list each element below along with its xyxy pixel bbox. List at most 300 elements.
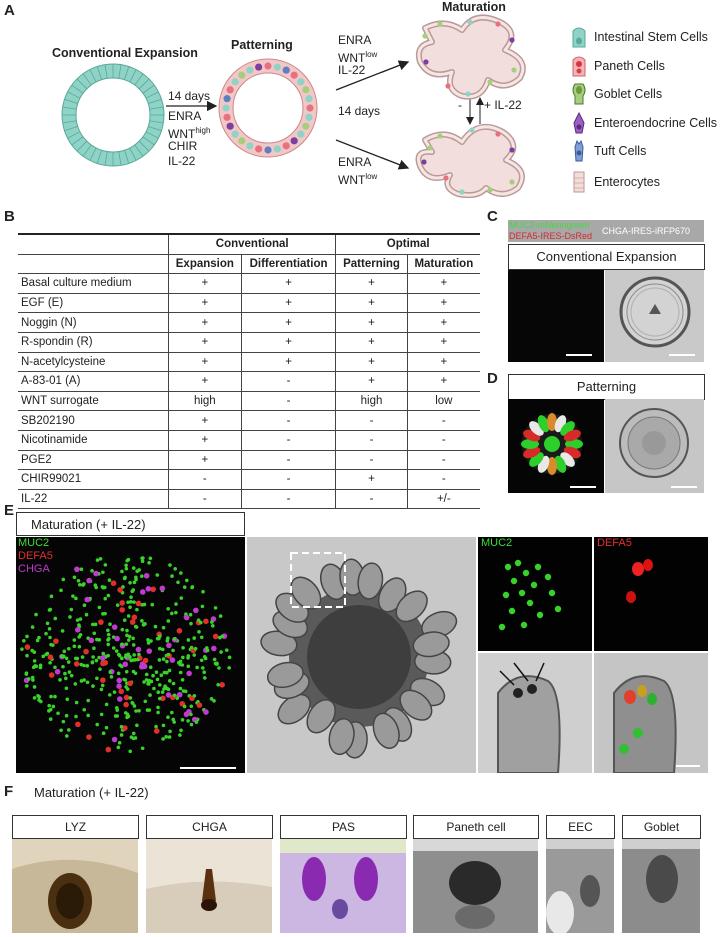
fluorescent-cell — [65, 714, 69, 718]
fluorescent-cell — [555, 606, 561, 612]
epithelial-cell — [222, 104, 229, 111]
patterning-organoid-fluorescence — [508, 399, 604, 493]
fluorescent-cell — [160, 586, 166, 592]
fluorescent-cell — [65, 686, 69, 690]
epithelial-cell — [423, 59, 428, 64]
maturation-title: Maturation — [442, 0, 506, 14]
fluorescent-cell — [25, 644, 31, 650]
epithelial-cell — [264, 62, 271, 69]
fluorescent-cell — [46, 622, 50, 626]
fluorescent-cell — [47, 709, 51, 713]
fluorescent-cell — [130, 590, 134, 594]
row-label: CHIR99021 — [18, 470, 169, 490]
panel-e-zoom-brightfield — [478, 653, 592, 773]
fluorescent-cell — [186, 664, 190, 668]
epithelial-cell — [232, 78, 239, 85]
fluorescent-cell — [120, 642, 124, 646]
stain-label-pas: PAS — [280, 815, 407, 839]
fluorescent-cell — [149, 556, 153, 560]
fluorescent-cell — [100, 713, 104, 717]
fluorescent-cell — [128, 655, 132, 659]
panel-e-title: Maturation (+ IL-22) — [16, 512, 245, 536]
fluorescent-cell — [103, 612, 107, 616]
fluorescent-cell — [34, 664, 38, 668]
epithelial-cell — [445, 83, 450, 88]
fluorescent-cell — [549, 590, 555, 596]
fluorescent-cell — [503, 592, 509, 598]
upper-factor-enra: ENRA — [338, 33, 372, 47]
fluorescent-cell — [203, 618, 209, 624]
fluorescent-cell — [59, 589, 63, 593]
fluorescent-cell — [126, 712, 130, 716]
fluorescent-cell — [201, 666, 205, 670]
epithelial-cell — [509, 37, 514, 42]
table-row — [18, 372, 480, 392]
group-optimal: Optimal — [336, 234, 480, 254]
fluorescent-cell — [132, 643, 136, 647]
fluorescent-cell — [142, 664, 148, 670]
epithelial-cell — [283, 142, 290, 149]
fluorescent-cell — [131, 637, 135, 641]
row-label: SB202190 — [18, 411, 169, 431]
fluorescent-cell — [82, 582, 86, 586]
fluorescent-cell — [113, 690, 117, 694]
epithelial-cell — [223, 95, 230, 102]
fluorescent-cell — [53, 638, 59, 644]
fluorescent-cell — [154, 728, 160, 734]
fluorescent-cell — [117, 671, 121, 675]
fluorescent-cell — [27, 677, 31, 681]
fluorescent-cell — [192, 636, 196, 640]
fluorescent-cell — [63, 672, 67, 676]
fluorescent-cell — [117, 696, 123, 702]
arrow1-days: 14 days — [168, 89, 211, 103]
table-corner — [18, 234, 169, 254]
maturation-organoid-brightfield — [247, 537, 476, 773]
fluorescent-cell — [121, 628, 125, 632]
fluorescent-cell — [177, 628, 183, 634]
fluorescent-cell — [74, 566, 80, 572]
fluorescent-cell — [115, 714, 119, 718]
panel-c-brightfield-image — [605, 270, 704, 362]
fluorescent-cell — [31, 676, 35, 680]
fluorescent-cell — [158, 647, 162, 651]
fluorescent-cell — [146, 708, 150, 712]
fluorescent-cell — [48, 608, 52, 612]
channel-defa5: DEFA5 — [18, 550, 53, 562]
fluorescent-cell — [146, 638, 150, 642]
protocol-table — [18, 233, 480, 509]
table-cell: + — [407, 293, 480, 313]
fluorescent-cell — [157, 637, 161, 641]
fluorescent-cell — [94, 623, 98, 627]
fluorescent-cell — [85, 664, 89, 668]
fluorescent-cell — [80, 679, 84, 683]
fluorescent-cell — [156, 690, 160, 694]
row-label: Nicotinamide — [18, 430, 169, 450]
fluorescent-cell — [132, 653, 136, 657]
fluorescent-cell — [122, 661, 128, 667]
fluorescent-cell — [114, 636, 120, 642]
fluorescent-cell — [106, 643, 110, 647]
fluorescent-cell — [101, 652, 105, 656]
fluorescent-cell — [33, 659, 37, 663]
chga-stain-image — [146, 839, 272, 933]
table-cell: + — [407, 274, 480, 294]
fluorescent-cell — [34, 613, 38, 617]
fluorescent-cell — [511, 578, 517, 584]
fluorescent-cell — [183, 705, 187, 709]
fluorescent-cell — [137, 568, 141, 572]
fluorescent-cell — [173, 694, 177, 698]
fluorescent-cell — [48, 661, 52, 665]
fluorescent-cell — [61, 629, 65, 633]
fluorescent-cell — [75, 627, 81, 633]
fluorescent-cell — [189, 713, 193, 717]
fluorescent-cell — [527, 600, 533, 606]
fluorescent-cell — [215, 662, 219, 666]
fluorescent-cell — [181, 718, 185, 722]
fluorescent-cell — [133, 581, 137, 585]
fluorescent-cell — [205, 646, 209, 650]
patterning-organoid-ring — [219, 59, 317, 157]
fluorescent-cell — [83, 649, 89, 655]
fluorescent-cell — [219, 682, 225, 688]
fluorescent-cell — [89, 638, 95, 644]
group-conventional: Conventional — [169, 234, 336, 254]
fluorescent-cell — [125, 670, 129, 674]
fluorescent-cell — [179, 671, 183, 675]
fluorescent-cell — [120, 657, 124, 661]
fluorescent-cell — [197, 702, 203, 708]
fluorescent-cell — [154, 625, 158, 629]
fluorescent-cell — [106, 747, 112, 753]
panel-d-brightfield-image — [605, 399, 704, 493]
fluorescent-cell — [33, 696, 37, 700]
fluorescent-cell — [102, 660, 108, 666]
fluorescent-cell — [499, 624, 505, 630]
fluorescent-cell — [106, 638, 110, 642]
row-label: PGE2 — [18, 450, 169, 470]
middle-days: 14 days — [338, 104, 381, 118]
fluorescent-cell — [119, 600, 125, 606]
panel-b-label: B — [4, 208, 15, 225]
table-cell: - — [336, 450, 407, 470]
table-row — [18, 430, 480, 450]
fluorescent-cell — [164, 735, 168, 739]
fluorescent-cell — [179, 571, 183, 575]
epithelial-cell — [291, 137, 298, 144]
table-row — [18, 313, 480, 333]
fluorescent-cell — [146, 648, 152, 654]
scale-bar — [671, 486, 697, 488]
fluorescent-cell — [200, 635, 204, 639]
fluorescent-cell — [195, 720, 199, 724]
fluorescent-cell — [213, 658, 217, 662]
fluorescent-cell — [116, 683, 122, 689]
fluorescent-cell — [146, 586, 152, 592]
fluorescent-cell — [203, 676, 207, 680]
table-cell: + — [169, 411, 242, 431]
fluorescent-cell — [189, 622, 193, 626]
fluorescent-cell — [123, 576, 127, 580]
fluorescent-cell — [100, 677, 106, 683]
table-cell: - — [241, 489, 336, 509]
epithelial-cell — [467, 19, 472, 24]
fluorescent-cell — [122, 678, 126, 682]
zoom-merge-crypt — [594, 653, 708, 773]
fluorescent-cell — [115, 708, 119, 712]
epithelial-cell — [223, 114, 230, 121]
fluorescent-cell — [61, 578, 65, 582]
fluorescent-cell — [112, 646, 116, 650]
fluorescent-cell — [135, 723, 139, 727]
fluorescent-cell — [62, 720, 66, 724]
table-row — [18, 352, 480, 372]
fluorescent-cell — [187, 654, 191, 658]
panel-e-brightfield-image — [247, 537, 476, 773]
fluorescent-cell — [126, 600, 130, 604]
epithelial-cell — [297, 131, 304, 138]
il22-switch-plus: + IL-22 — [484, 98, 522, 112]
fluorescent-cell — [112, 624, 118, 630]
fluorescent-cell — [176, 580, 180, 584]
fluorescent-cell — [194, 647, 198, 651]
epithelial-cell — [238, 137, 245, 144]
fluorescent-cell — [161, 737, 165, 741]
fluorescent-cell — [98, 606, 102, 610]
fluorescent-cell — [93, 571, 99, 577]
enteroendocrine-cell-icon — [568, 111, 590, 135]
fluorescent-cell — [134, 576, 138, 580]
fluorescent-cell — [100, 655, 106, 661]
fluorescent-cell — [74, 715, 78, 719]
fluorescent-cell — [515, 560, 521, 566]
fluorescent-cell — [545, 574, 551, 580]
fluorescent-cell — [161, 690, 165, 694]
fluorescent-cell — [60, 654, 64, 658]
fluorescent-cell — [201, 590, 205, 594]
fluorescent-cell — [67, 728, 71, 732]
legend-paneth-cells: Paneth Cells — [568, 55, 665, 77]
panel-d-label: D — [487, 370, 498, 387]
fluorescent-cell — [181, 646, 185, 650]
fluorescent-cell — [133, 704, 137, 708]
table-cell: - — [407, 470, 480, 490]
fluorescent-cell — [170, 574, 174, 578]
fluorescent-cell — [92, 631, 96, 635]
row-label: EGF (E) — [18, 293, 169, 313]
fluorescent-cell — [168, 735, 172, 739]
table-cell: - — [336, 489, 407, 509]
table-cell: + — [407, 313, 480, 333]
epithelial-cell — [511, 67, 516, 72]
channel-green-label: MUC2-mNeongreen — [509, 220, 590, 230]
table-row — [18, 470, 480, 490]
fluorescent-cell — [166, 643, 172, 649]
epithelial-cell — [305, 114, 312, 121]
fluorescent-cell — [118, 741, 122, 745]
fluorescent-cell — [96, 558, 100, 562]
fluorescent-cell — [67, 647, 71, 651]
fluorescent-cell — [111, 580, 117, 586]
fluorescent-cell — [118, 689, 124, 695]
table-cell: + — [336, 274, 407, 294]
fluorescent-cell — [181, 656, 185, 660]
fluorescent-cell — [37, 698, 41, 702]
fluorescent-cell — [49, 717, 53, 721]
fluorescent-cell — [115, 649, 119, 653]
goblet-electron-micrograph — [622, 839, 700, 933]
table-cell: + — [336, 352, 407, 372]
table-cell: + — [169, 450, 242, 470]
fluorescent-cell — [124, 655, 128, 659]
table-cell: + — [169, 372, 242, 392]
fluorescent-cell — [214, 606, 218, 610]
paneth-em-image — [413, 839, 538, 933]
fluorescent-cell — [523, 570, 529, 576]
fluorescent-cell — [132, 600, 136, 604]
epithelial-cell — [274, 63, 281, 70]
fluorescent-cell — [143, 700, 147, 704]
row-label: IL-22 — [18, 489, 169, 509]
fluorescent-cell — [136, 647, 142, 653]
fluorescent-cell — [47, 704, 51, 708]
fluorescent-cell — [143, 658, 149, 664]
fluorescent-cell — [124, 695, 130, 701]
fluorescent-cell — [166, 692, 172, 698]
legend-goblet-cells: Goblet Cells — [568, 83, 662, 105]
epithelial-cell — [255, 145, 262, 152]
fluorescent-cell — [166, 607, 170, 611]
row-label: N-acetylcysteine — [18, 352, 169, 372]
eec-electron-micrograph — [546, 839, 614, 933]
fluorescent-cell — [106, 628, 110, 632]
fluorescent-cell — [128, 750, 132, 754]
fluorescent-cell — [78, 645, 82, 649]
panel-e-zoom-defa5 — [594, 537, 708, 651]
fluorescent-cell — [181, 678, 185, 682]
fluorescent-cell — [36, 694, 40, 698]
fluorescent-cell — [118, 663, 122, 667]
fluorescent-cell — [156, 678, 160, 682]
fluorescent-cell — [132, 732, 136, 736]
fluorescent-cell — [149, 665, 153, 669]
col-expansion: Expansion — [169, 254, 242, 274]
table-cell: + — [169, 313, 242, 333]
fluorescent-cell — [101, 585, 105, 589]
table-cell: - — [241, 372, 336, 392]
fluorescent-cell — [100, 688, 104, 692]
fluorescent-cell — [190, 723, 194, 727]
table-cell: + — [407, 372, 480, 392]
table-cell: + — [241, 352, 336, 372]
fluorescent-cell — [116, 678, 122, 684]
legend-tuft-cells: Tuft Cells — [568, 140, 646, 162]
fluorescent-cell — [81, 655, 85, 659]
fluorescent-cell — [175, 696, 179, 700]
fluorescent-cell — [168, 563, 172, 567]
fluorescent-cell — [50, 595, 54, 599]
chga-stained-cell — [146, 839, 272, 933]
epithelial-cell — [264, 146, 271, 153]
fluorescent-cell — [74, 597, 78, 601]
fluorescent-cell — [140, 619, 144, 623]
table-row — [18, 450, 480, 470]
fluorescent-cell — [158, 658, 162, 662]
fluorescent-cell — [65, 734, 69, 738]
fluorescent-cell — [48, 654, 54, 660]
fluorescent-cell — [535, 564, 541, 570]
zoom-label-defa5: DEFA5 — [597, 537, 632, 549]
fluorescent-cell — [521, 622, 527, 628]
fluorescent-cell — [191, 585, 195, 589]
fluorescent-cell — [519, 590, 525, 596]
fluorescent-cell — [30, 649, 34, 653]
table-cell: high — [169, 391, 242, 411]
fluorescent-cell — [41, 655, 45, 659]
fluorescent-cell — [74, 657, 78, 661]
table-cell: - — [407, 411, 480, 431]
fluorescent-cell — [83, 603, 87, 607]
table-cell: - — [241, 391, 336, 411]
legend-stem-cells: Intestinal Stem Cells — [568, 26, 708, 48]
tuft-cell-icon — [568, 139, 590, 163]
fluorescent-cell — [204, 657, 208, 661]
table-cell: high — [336, 391, 407, 411]
epithelial-cell — [427, 145, 432, 150]
wnt-high-superscript: high — [195, 126, 211, 135]
table-cell: + — [169, 274, 242, 294]
fluorescent-cell — [158, 683, 162, 687]
fluorescent-cell — [142, 680, 146, 684]
table-cell: + — [241, 313, 336, 333]
table-cell: + — [241, 332, 336, 352]
epithelial-cell — [509, 147, 514, 152]
fluorescent-cell — [123, 618, 127, 622]
fluorescent-cell — [190, 646, 194, 650]
fluorescent-cell — [103, 597, 107, 601]
fluorescent-cell — [127, 681, 133, 687]
panel-e-label: E — [4, 502, 15, 519]
fluorescent-cell — [73, 638, 77, 642]
fluorescent-cell — [128, 605, 132, 609]
fluorescent-cell — [120, 733, 124, 737]
table-row — [18, 411, 480, 431]
panel-c-fluorescence-image — [508, 270, 604, 362]
fluorescent-cell — [201, 605, 205, 609]
fluorescent-cell — [147, 682, 151, 686]
fluorescent-cell — [110, 675, 114, 679]
fluorescent-cell — [93, 583, 97, 587]
lower-factor-wnt: $WNT^{low}$ — [338, 172, 378, 187]
table-row — [18, 293, 480, 313]
fluorescent-cell — [79, 633, 83, 637]
fluorescent-cell — [211, 646, 217, 652]
fluorescent-cell — [24, 672, 28, 676]
epithelial-cell — [246, 67, 253, 74]
fluorescent-cell — [65, 656, 69, 660]
fluorescent-cell — [91, 660, 95, 664]
fluorescent-cell — [167, 653, 171, 657]
fluorescent-cell — [174, 611, 178, 615]
fluorescent-cell — [108, 670, 112, 674]
maturation-organoid-upper — [419, 18, 523, 97]
fluorescent-cell — [127, 638, 131, 642]
fluorescent-cell — [192, 653, 196, 657]
row-label: WNT surrogate — [18, 391, 169, 411]
epithelial-cell — [422, 33, 427, 38]
